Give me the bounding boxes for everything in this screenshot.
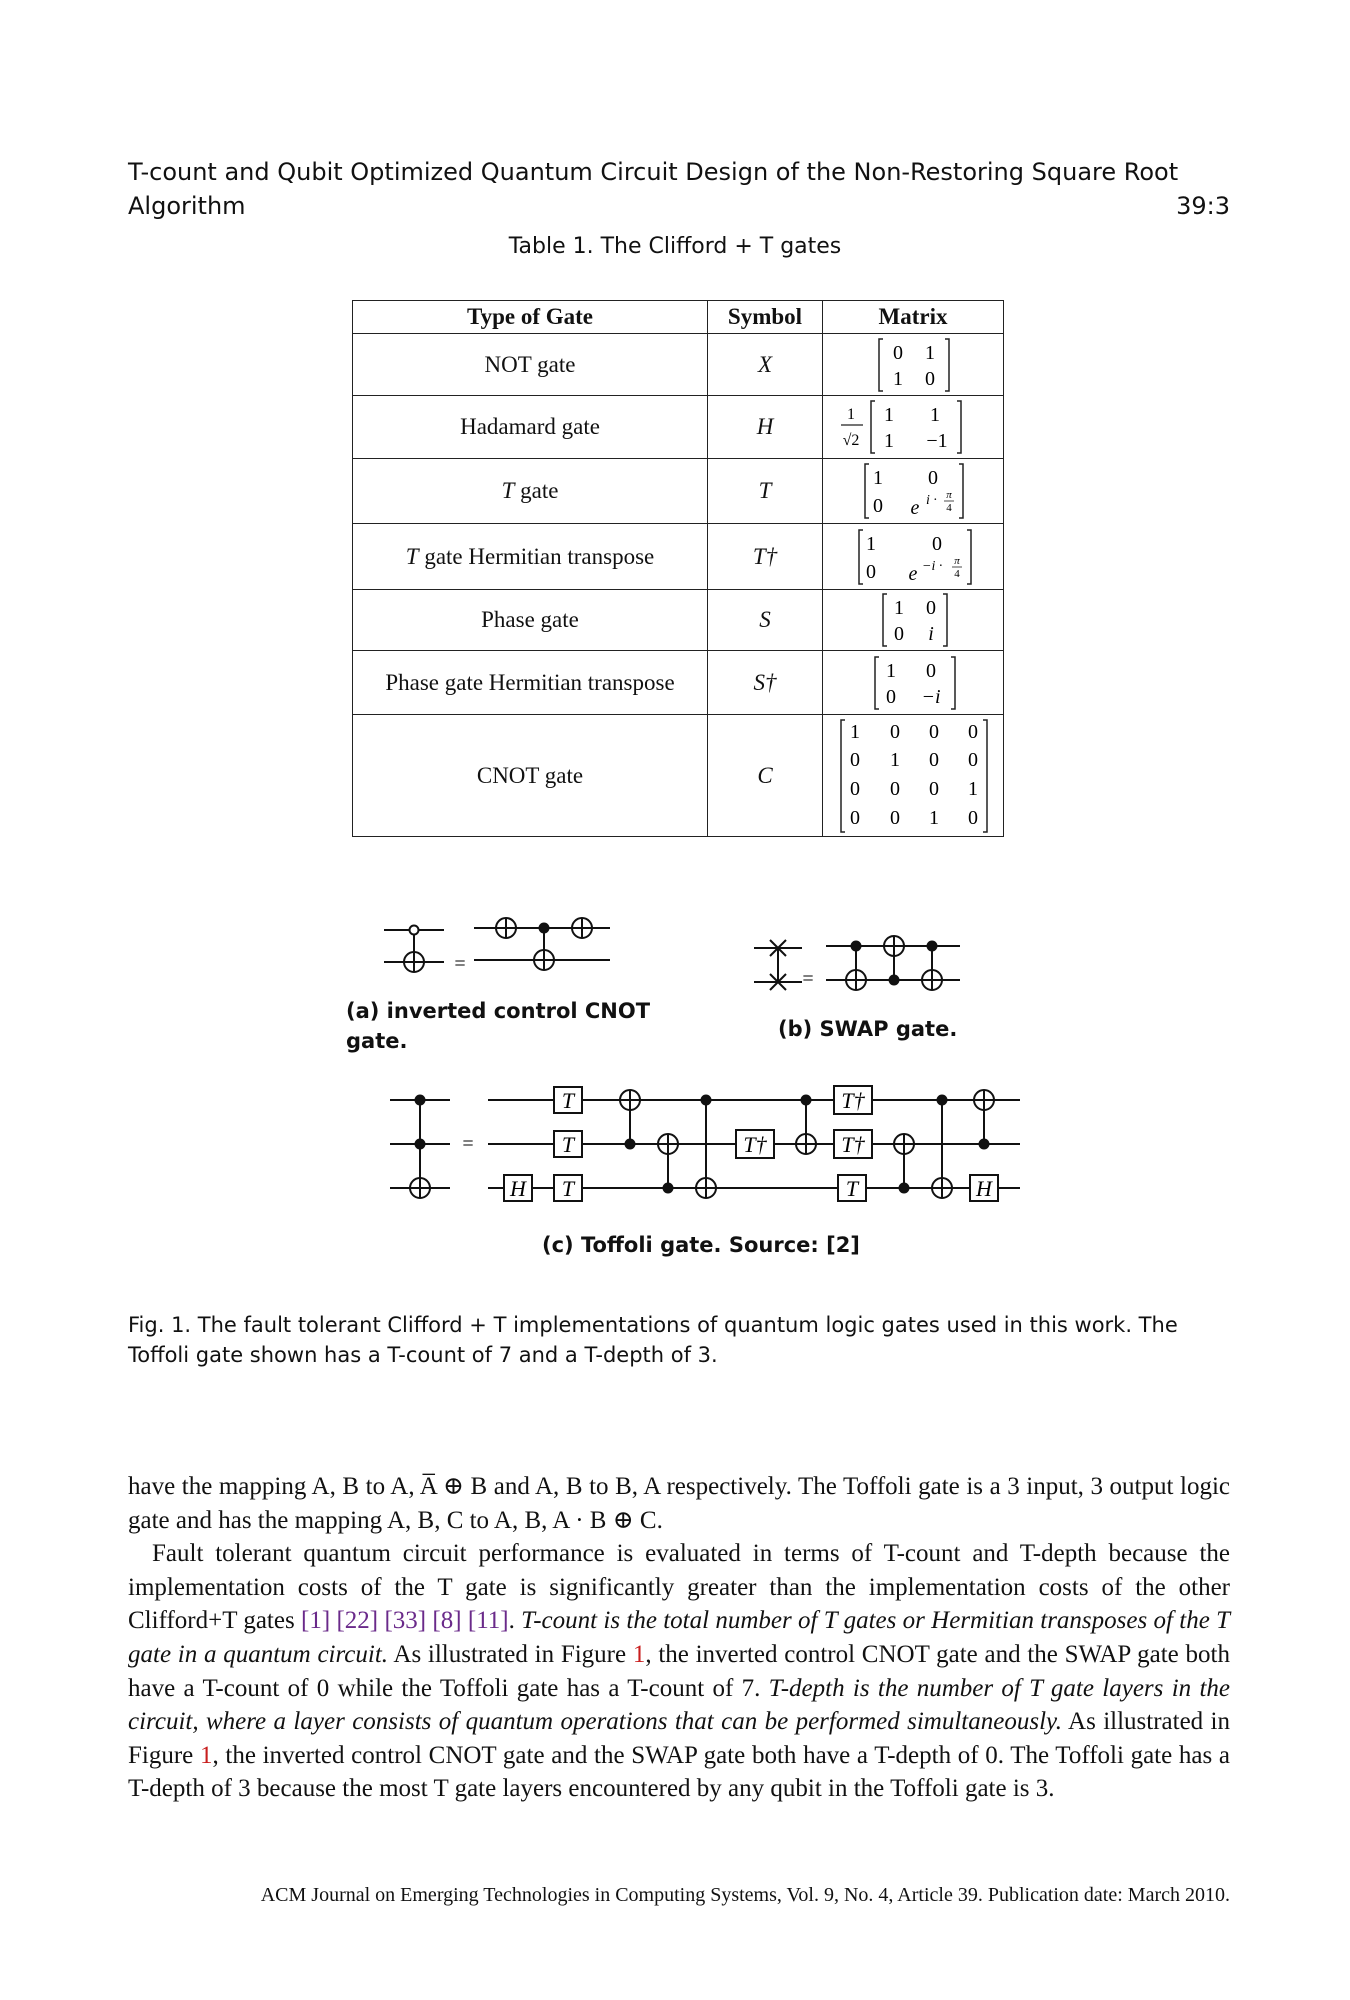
definition-t-count: T-count is the total number of T gates or Hermitian transposes of the T gate in a quantum circuit. [128,1607,1231,1668]
matrix-cell: 1 [850,720,860,743]
matrix-cell: 1 [925,341,935,364]
paper-title: T-count and Qubit Optimized Quantum Circuit Design of the Non-Restoring Square Root Algorithm [128,158,1179,220]
gate-tdag-label: T† [841,1088,865,1113]
matrix-cell: 1 [884,430,894,452]
matrix-cell: 0 [850,777,860,800]
gate-h-label: H [510,1176,526,1201]
matrix-cell: 0 [926,659,936,682]
matrix-cell: 1 [968,777,978,800]
matrix-cell: i [928,623,934,645]
svg-text:4: 4 [954,567,960,580]
subcaption-a: (a) inverted control CNOT gate. [346,999,651,1053]
matrix-cell: 1 [884,404,894,426]
equals-a: = [454,953,466,975]
citation-link[interactable]: [1] [301,1607,331,1635]
gate-symbol: S† [708,651,823,715]
svg-text:i ·: i · [926,493,937,508]
matrix-cell: −i [921,685,941,708]
svg-text:1: 1 [873,467,883,489]
equals-c: = [462,1133,474,1155]
gate-name: NOT gate [353,334,708,396]
subcaption-b: (b) SWAP gate. [778,1017,958,1041]
svg-text:−i ·: −i · [922,558,943,574]
citation-link[interactable]: [11] [467,1607,509,1635]
gate-name: Phase gate [353,590,708,651]
gate-name-t: T [405,543,419,569]
matrix-cell: 1 [890,748,900,771]
citation-link[interactable]: [8] [432,1607,462,1635]
svg-text:0: 0 [873,495,883,517]
gate-symbol: X [708,334,823,396]
definition-t-depth: T-depth is the number of T gate layers in the circuit, where a layer consists of quantum operations that can be performed simultaneously. [128,1674,1230,1736]
matrix-cell: 0 [968,806,978,829]
citation-link[interactable]: [33] [384,1607,427,1635]
gate-name: T gate [353,459,708,524]
matrix-cell: 0 [968,748,978,771]
svg-text:√2: √2 [842,432,860,449]
matrix-cell: 0 [894,623,904,645]
svg-text:4: 4 [946,502,952,514]
gate-symbol: T [708,459,823,524]
gate-symbol: T† [708,524,823,590]
matrix-cell: 1 [930,404,940,426]
page-number: 39:3 [1176,192,1230,220]
gate-t-label: T [561,1088,575,1113]
matrix-cell: 0 [926,597,936,619]
gate-name-t: T [501,478,515,503]
gate-name: Phase gate Hermitian transpose [353,651,708,715]
gate-t-label: T [561,1132,575,1157]
page-footer: ACM Journal on Emerging Technologies in Computing Systems, Vol. 9, No. 4, Article 39. Publication date: March 2010. [260,1884,1230,1906]
gate-t-label: T [561,1176,575,1201]
gate-name: T gate Hermitian transpose [353,524,708,590]
svg-text:0: 0 [932,532,942,555]
matrix-cell: 0 [886,685,896,708]
header-matrix: Matrix [823,301,1004,334]
svg-text:e: e [910,497,920,519]
matrix-cell: 0 [893,341,903,364]
gate-tdag-label: T† [743,1132,767,1157]
matrix-cell: 0 [968,720,978,743]
svg-text:π: π [954,554,960,567]
matrix-cell: 0 [929,720,939,743]
matrix-cell: 0 [850,806,860,829]
svg-text:0: 0 [928,467,938,489]
gate-tdag-label: T† [841,1132,865,1157]
svg-text:e: e [908,562,918,585]
swap-diagram [754,936,960,990]
gate-t-label: T [845,1176,859,1201]
figure-link[interactable]: 1 [199,1741,213,1769]
citation-link[interactable]: [22] [336,1607,379,1635]
matrix-cell: 1 [894,597,904,619]
matrix-cell: 1 [886,659,896,682]
figure-link[interactable]: 1 [632,1640,646,1668]
svg-text:0: 0 [866,560,876,583]
gate-name: Hadamard gate [353,396,708,459]
toffoli-symbol [390,1096,450,1199]
gate-symbol: H [708,396,823,459]
matrix-cell: 0 [890,806,900,829]
table-caption: Table 1. The Clifford + T gates [508,234,842,259]
matrix-cell: 1 [893,367,903,390]
matrix-cell: 1 [929,806,939,829]
inverted-cnot-diagram [384,918,610,972]
figure-caption: Fig. 1. The fault tolerant Clifford + T implementations of quantum logic gates used in this work. The Toffoli gate shown has a T-count of 7 and a T-depth of 3. [128,1313,1178,1367]
text-run: As illustrated in Figure [128,1708,1231,1769]
equals-b: = [802,968,814,990]
body-text [128,1470,1230,1806]
matrix-cell: 0 [925,367,935,390]
matrix-cell: 0 [890,777,900,800]
gate-name: CNOT gate [353,715,708,837]
svg-text:1: 1 [866,532,876,555]
svg-text:1: 1 [847,406,855,423]
matrix-cell: 0 [890,720,900,743]
header-type: Type of Gate [353,301,708,334]
paragraph-1: have the mapping A, B to A, A̅ ⊕ B and A, B to B, A respectively. The Toffoli gate is a 3 input, 3 output logic gate and has the mapping A, B, C to A, B, A · B ⊕ C. [128,1473,1230,1534]
paragraph-2: Fault tolerant quantum circuit performance is evaluated in terms of T-count and T-depth because the implementation costs of the T gate is significantly greater than the implementation costs of the other Clifford+T gates [1] [22] [33] [8] [11]. T-count is the total number of T gates or Hermitian transposes of the T gate in a quantum circuit. As illustrated in Figure 1, the inverted control CNOT gate and the SWAP gate both have a T-count of 0 while the Toffoli gate has a T-count of 7. T-depth is the number of T gate layers in the circuit, where a layer consists of quantum operations that can be performed simultaneously. As illustrated in Figure 1, the inverted control CNOT gate and the SWAP gate both have a T-depth of 0. The Toffoli gate has a T-depth of 3 because the most T gate layers encountered by any qubit in the Toffoli gate is 3. [128,1540,1231,1803]
gate-symbol: S [708,590,823,651]
header-symbol: Symbol [708,301,823,334]
text-run: , the inverted control CNOT gate and the SWAP gate both have a T-depth of 0. The Toffoli gate has a T-depth of 3 because the most T gate layers encountered by any qubit in the Toffoli gate is 3. [128,1741,1230,1803]
svg-text:π: π [946,489,952,501]
matrix-cell: 0 [929,748,939,771]
text-run: Fault tolerant quantum circuit performance is evaluated in terms of T-count and T-depth because the implementation costs of the T gate is significantly greater than the implementation costs of the other Clifford+T gates [128,1540,1230,1635]
subcaption-c: (c) Toffoli gate. Source: [2] [542,1233,860,1257]
text-run: , the inverted control CNOT gate and the SWAP gate both have a T-count of 0 while the Toffoli gate has a T-count of 7. [128,1640,1230,1702]
matrix-cell: 0 [850,748,860,771]
matrix-cell: 0 [929,777,939,800]
matrix-cell: −1 [926,430,948,452]
text-run: As illustrated in Figure [388,1640,633,1668]
gate-symbol: C [708,715,823,837]
gate-h-label: H [976,1176,992,1201]
